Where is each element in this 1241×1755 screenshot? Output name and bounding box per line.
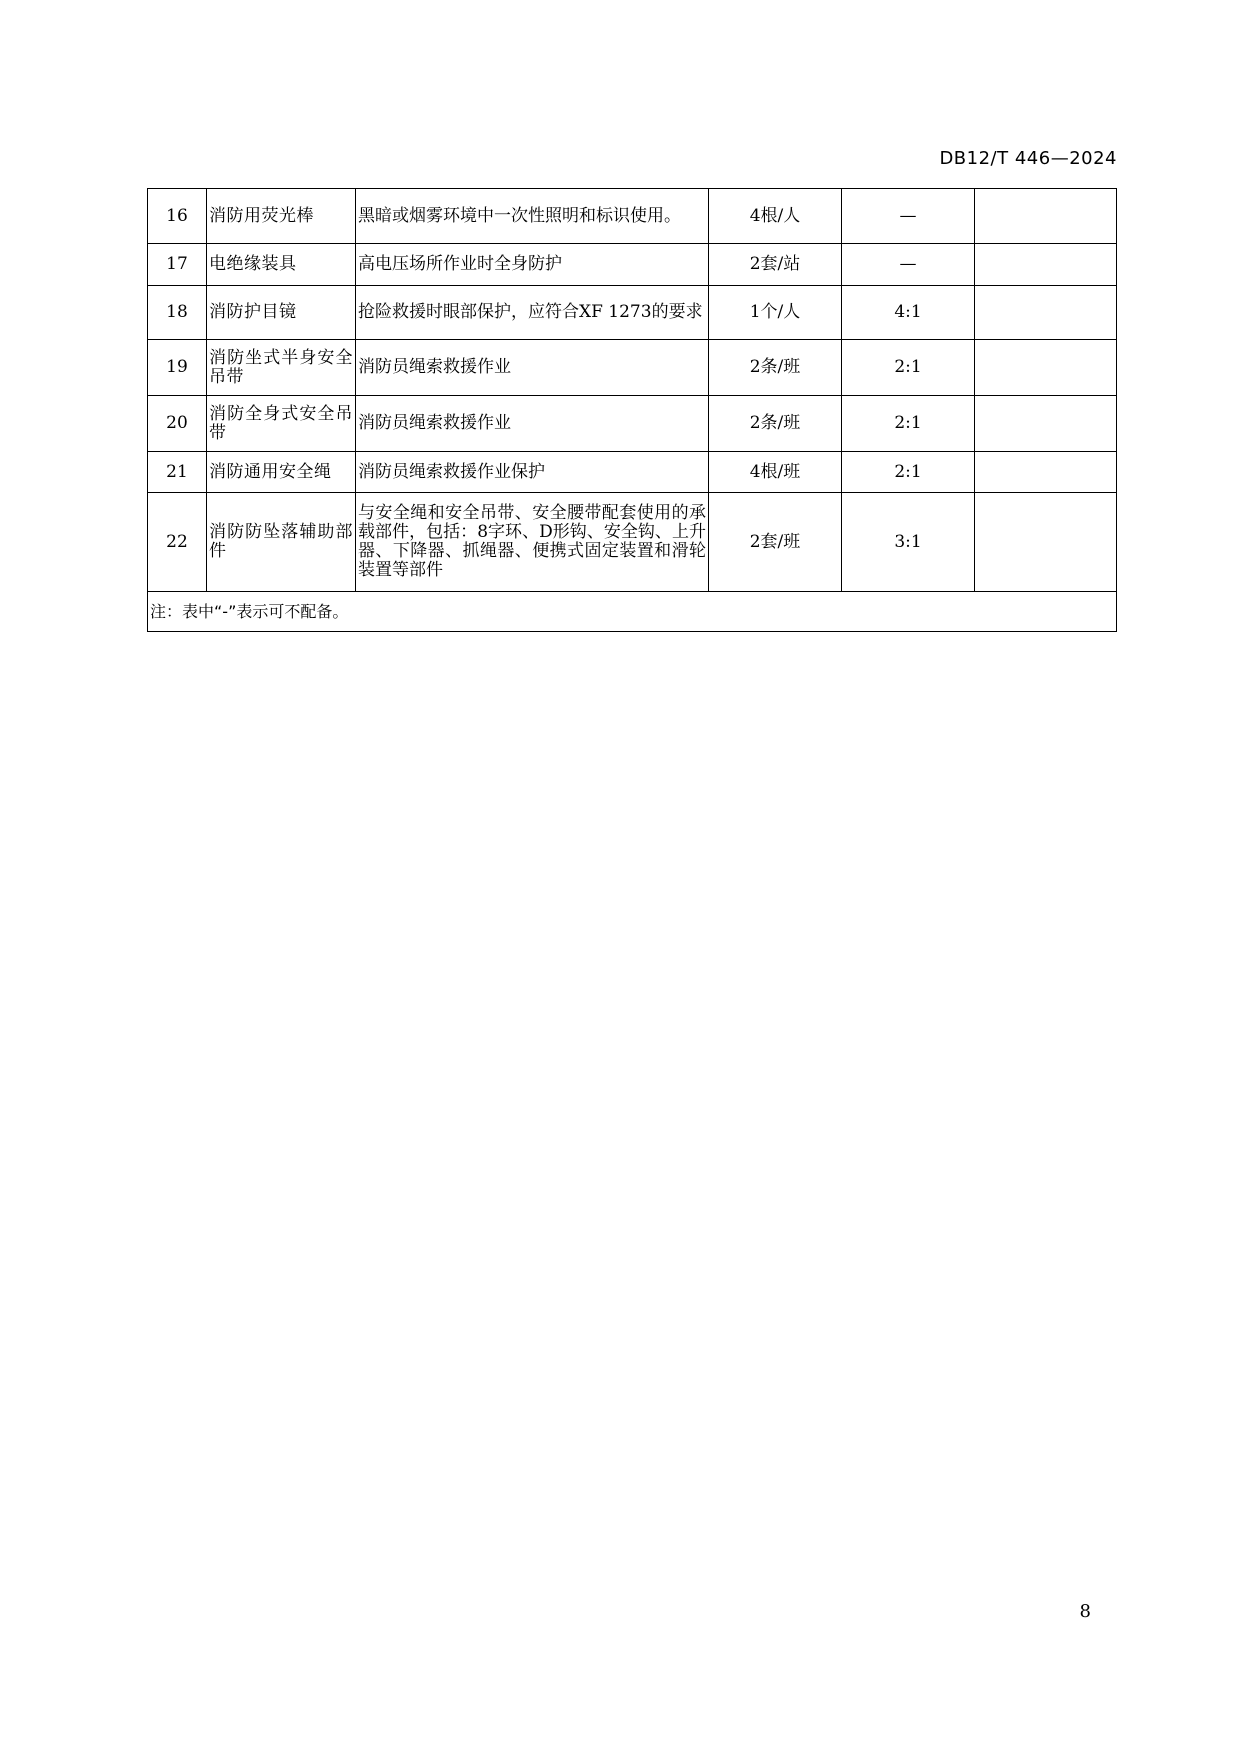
equipment-quantity: 1个/人 — [709, 286, 842, 340]
equipment-ratio: — — [842, 244, 975, 286]
equipment-quantity: 2条/班 — [709, 396, 842, 452]
table-row — [148, 244, 1117, 286]
row-number: 17 — [148, 244, 207, 286]
equipment-quantity: 2条/班 — [709, 340, 842, 396]
row-number: 22 — [148, 493, 207, 592]
equipment-use: 抢险救援时眼部保护，应符合XF 1273的要求 — [356, 286, 709, 340]
equipment-ratio: — — [842, 189, 975, 244]
equipment-use: 消防员绳索救援作业保护 — [356, 452, 709, 493]
equipment-name: 消防用荧光棒 — [207, 189, 356, 244]
equipment-quantity: 4根/人 — [709, 189, 842, 244]
table-footnote: 注：表中“-”表示可不配备。 — [148, 592, 1117, 632]
equipment-remark — [975, 189, 1117, 244]
equipment-name: 消防通用安全绳 — [207, 452, 356, 493]
equipment-ratio: 4:1 — [842, 286, 975, 340]
equipment-use: 消防员绳索救援作业 — [356, 396, 709, 452]
table-footnote-row — [148, 592, 1117, 632]
equipment-remark — [975, 286, 1117, 340]
table-row — [148, 340, 1117, 396]
table-row — [148, 452, 1117, 493]
equipment-quantity: 2套/站 — [709, 244, 842, 286]
equipment-name: 消防全身式安全吊带 — [207, 396, 356, 452]
document-code: DB12/T 446—2024 — [939, 148, 1117, 169]
row-number: 18 — [148, 286, 207, 340]
equipment-use: 消防员绳索救援作业 — [356, 340, 709, 396]
equipment-quantity: 2套/班 — [709, 493, 842, 592]
page-number: 8 — [1079, 1601, 1091, 1622]
row-number: 19 — [148, 340, 207, 396]
row-number: 21 — [148, 452, 207, 493]
equipment-name: 消防坐式半身安全吊带 — [207, 340, 356, 396]
equipment-remark — [975, 493, 1117, 592]
equipment-remark — [975, 452, 1117, 493]
table-row — [148, 493, 1117, 592]
row-number: 16 — [148, 189, 207, 244]
equipment-remark — [975, 244, 1117, 286]
equipment-remark — [975, 396, 1117, 452]
equipment-name: 消防防坠落辅助部件 — [207, 493, 356, 592]
equipment-ratio: 2:1 — [842, 452, 975, 493]
equipment-table — [147, 188, 1117, 632]
table-row — [148, 189, 1117, 244]
equipment-use: 黑暗或烟雾环境中一次性照明和标识使用。 — [356, 189, 709, 244]
equipment-name: 消防护目镜 — [207, 286, 356, 340]
equipment-ratio: 2:1 — [842, 340, 975, 396]
equipment-ratio: 3:1 — [842, 493, 975, 592]
equipment-quantity: 4根/班 — [709, 452, 842, 493]
equipment-remark — [975, 340, 1117, 396]
table-row — [148, 286, 1117, 340]
equipment-name: 电绝缘装具 — [207, 244, 356, 286]
table-row — [148, 396, 1117, 452]
equipment-ratio: 2:1 — [842, 396, 975, 452]
row-number: 20 — [148, 396, 207, 452]
equipment-use: 与安全绳和安全吊带、安全腰带配套使用的承载部件，包括：8字环、D形钩、安全钩、上升器、下降器、抓绳器、便携式固定装置和滑轮装置等部件 — [356, 493, 709, 592]
equipment-use: 高电压场所作业时全身防护 — [356, 244, 709, 286]
